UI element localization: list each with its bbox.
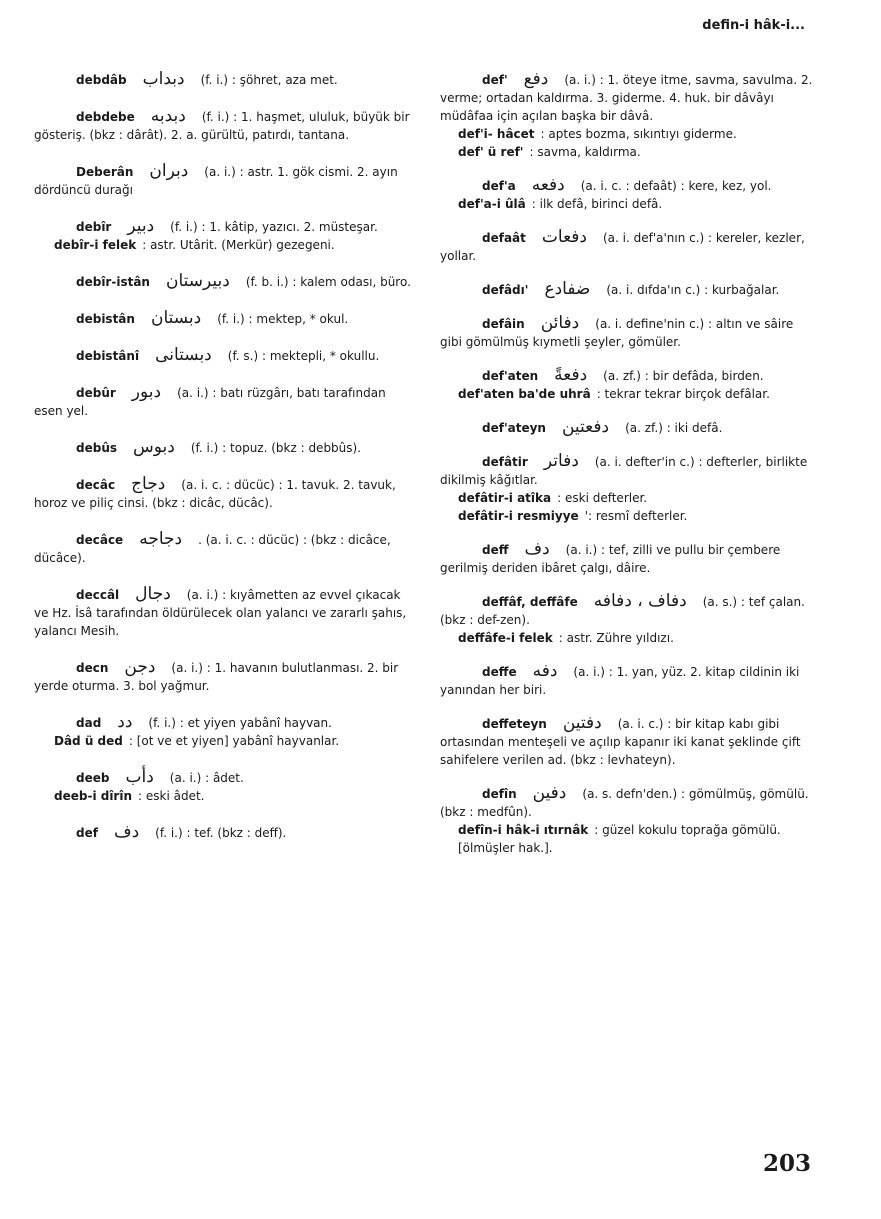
sub-entry-headword: debîr-i felek: [54, 238, 137, 252]
entry-arabic-script: دجاج: [131, 474, 166, 494]
dictionary-entry: [34, 585, 412, 640]
entry-definition: [34, 70, 412, 89]
dictionary-entry: [440, 70, 814, 161]
entry-definition: [440, 784, 814, 821]
entry-definition: [440, 452, 814, 489]
entry-headword: def'a: [482, 179, 516, 193]
dictionary-entry: [34, 309, 412, 328]
entry-text: (a. zf.) : bir defâda, birden.: [603, 369, 764, 383]
sub-entry-text: : tekrar tekrar birçok defâlar.: [596, 387, 770, 401]
entry-text: (f. b. i.) : kalem odası, büro.: [245, 275, 411, 289]
entry-text: (a. i.) : 1. öteye itme, savma, savulma. 2. verme; ortadan kaldırma. 3. giderme. 4. huk. bir dâvâyı müdâfaa için açılan başka bir dâvâ.: [440, 73, 813, 123]
entry-definition: [34, 585, 412, 640]
entry-definition: [440, 280, 814, 299]
sub-entry: [440, 629, 814, 647]
sub-entry: [34, 236, 412, 254]
entry-headword: debistânî: [76, 349, 140, 363]
entry-headword: deff: [482, 543, 509, 557]
sub-entry-headword: def' ü ref': [458, 145, 524, 159]
entry-headword: debîr: [76, 220, 112, 234]
entry-arabic-script: دجاجه: [139, 529, 183, 549]
entry-definition: [440, 662, 814, 699]
entry-headword: decâc: [76, 478, 116, 492]
dictionary-entry: [34, 768, 412, 805]
sub-entry-text: : güzel kokulu toprağa gömülü. [ölmüşler hak.].: [458, 823, 781, 855]
entry-arabic-script: دبيرستان: [165, 271, 230, 291]
entry-definition: [34, 658, 412, 695]
dictionary-entry: [34, 272, 412, 291]
entry-definition: [34, 768, 412, 787]
sub-entry-headword: deffâfe-i felek: [458, 631, 553, 645]
sub-entry-text: : astr. Utârit. (Merkür) gezegeni.: [142, 238, 335, 252]
entry-text: (a. i.) : tef, zilli ve pullu bir çembere gerilmiş deriden ibâret çalgı, dâire.: [440, 543, 781, 575]
entry-text: (f. i.) : 1. haşmet, ululuk, büyük bir gösteriş. (bkz : dârât). 2. a. gürültü, patırdı, tantana.: [34, 110, 410, 142]
dictionary-entry: [34, 823, 412, 842]
sub-entry-text: : astr. Zühre yıldızı.: [558, 631, 674, 645]
entry-headword: deccâl: [76, 588, 120, 602]
right-column: [440, 70, 814, 872]
dictionary-entry: [440, 366, 814, 403]
sub-entry: [440, 507, 814, 525]
entry-headword: def': [482, 73, 508, 87]
entry-arabic-script: دفعتين: [561, 417, 610, 437]
entry-headword: debdâb: [76, 73, 127, 87]
entry-text: (f. i.) : et yiyen yabânî hayvan.: [148, 716, 332, 730]
entry-definition: [34, 309, 412, 328]
sub-entry: [440, 125, 814, 143]
entry-text: (f. i.) : topuz. (bkz : debbûs).: [190, 441, 362, 455]
dictionary-entry: [34, 383, 412, 420]
entry-definition: [440, 418, 814, 437]
entry-arabic-script: دجال: [135, 584, 171, 604]
entry-definition: [34, 530, 412, 567]
sub-entry-text: : ilk defâ, birinci defâ.: [531, 197, 663, 211]
dictionary-entry: [34, 70, 412, 89]
entry-headword: defâdı': [482, 283, 529, 297]
entry-definition: [34, 823, 412, 842]
entry-arabic-script: دفين: [532, 783, 567, 803]
entry-text: (f. s.) : mektepli, * okullu.: [227, 349, 380, 363]
dictionary-entry: [440, 452, 814, 525]
sub-entry-text: : eski âdet.: [138, 789, 205, 803]
sub-entry-text: : [ot ve et yiyen] yabânî hayvanlar.: [128, 734, 340, 748]
entry-definition: [440, 228, 814, 265]
entry-definition: [34, 383, 412, 420]
entry-definition: [34, 162, 412, 199]
entry-definition: [440, 540, 814, 577]
entry-arabic-script: دبير: [127, 216, 155, 236]
entry-arabic-script: دفائن: [540, 313, 580, 333]
entry-text: . (a. i. c. : dücüc) : (bkz : dicâce, dücâce).: [34, 533, 391, 565]
entry-arabic-script: دبستان: [150, 308, 202, 328]
entry-text: (a. i.) : 1. havanın bulutlanması. 2. bir yerde oturma. 3. bol yağmur.: [34, 661, 399, 693]
sub-entry-headword: defâtir-i atîka: [458, 491, 552, 505]
sub-entry-text: : savma, kaldırma.: [529, 145, 641, 159]
running-head: defin-i hâk-i...: [702, 18, 805, 33]
entry-headword: decn: [76, 661, 109, 675]
entry-definition: [34, 475, 412, 512]
entry-arabic-script: دف: [524, 539, 550, 559]
sub-entry-text: : aptes bozma, sıkıntıyı giderme.: [540, 127, 737, 141]
dictionary-entry: [440, 314, 814, 351]
sub-entry: [440, 143, 814, 161]
sub-entry-headword: def'aten ba'de uhrâ: [458, 387, 591, 401]
entry-headword: defâtir: [482, 455, 528, 469]
entry-headword: dad: [76, 716, 102, 730]
entry-text: (f. i.) : tef. (bkz : deff).: [155, 826, 287, 840]
sub-entry: [34, 787, 412, 805]
entry-arabic-script: دفه: [532, 661, 558, 681]
sub-entry-headword: def'i- hâcet: [458, 127, 535, 141]
entry-text: (a. i.) : 1. yan, yüz. 2. kitap cildinin iki yanından her biri.: [440, 665, 800, 697]
entry-arabic-script: دفع: [523, 69, 549, 89]
entry-arabic-script: دفعه: [531, 175, 565, 195]
entry-arabic-script: دبوس: [133, 437, 175, 457]
entry-text: (a. i. defter'in c.) : defterler, birlikte dikilmiş kâğıtlar.: [440, 455, 808, 487]
entry-definition: [34, 438, 412, 457]
entry-text: (a. i.) : astr. 1. gök cismi. 2. ayın dördüncü durağı: [34, 165, 398, 197]
entry-headword: defâin: [482, 317, 525, 331]
entry-arabic-script: دأب: [125, 767, 154, 787]
entry-headword: def: [76, 826, 98, 840]
sub-entry: [440, 821, 814, 857]
entry-arabic-script: دبور: [131, 382, 162, 402]
entry-arabic-script: دفاف ، دفافه: [593, 591, 687, 611]
dictionary-entry: [440, 784, 814, 857]
entry-definition: [34, 713, 412, 732]
sub-entry: [440, 195, 814, 213]
entry-text: (f. i.) : mektep, * okul.: [217, 312, 349, 326]
dictionary-entry: [34, 346, 412, 365]
entry-text: (a. i.) : âdet.: [169, 771, 244, 785]
entry-arabic-script: دفتين: [562, 713, 602, 733]
entry-headword: deeb: [76, 771, 110, 785]
dictionary-entry: [440, 418, 814, 437]
entry-definition: [34, 346, 412, 365]
sub-entry: [34, 732, 412, 750]
entry-text: (a. i. c. : dücüc) : 1. tavuk. 2. tavuk, horoz ve piliç cinsi. (bkz : dicâc, dücâc).: [34, 478, 396, 510]
dictionary-entry: [440, 176, 814, 213]
entry-headword: defîn: [482, 787, 517, 801]
dictionary-entry: [34, 217, 412, 254]
sub-entry: [440, 489, 814, 507]
entry-headword: debûs: [76, 441, 118, 455]
entry-text: (a. i. def'a'nın c.) : kereler, kezler, yollar.: [440, 231, 805, 263]
entry-text: (a. s. defn'den.) : gömülmüş, gömülü. (bkz : medfûn).: [440, 787, 809, 819]
entry-arabic-script: دفعةً: [554, 365, 588, 385]
dictionary-entry: [440, 540, 814, 577]
entry-definition: [440, 592, 814, 629]
entry-headword: deffâf, deffâfe: [482, 595, 578, 609]
entry-text: (a. s.) : tef çalan. (bkz : def-zen).: [440, 595, 805, 627]
entry-arabic-script: دف: [113, 822, 140, 842]
entry-headword: Deberân: [76, 165, 134, 179]
entry-headword: def'aten: [482, 369, 539, 383]
entry-arabic-script: دبدبه: [150, 106, 186, 126]
entry-arabic-script: دد: [117, 712, 133, 732]
entry-text: (a. i. define'nin c.) : altın ve sâire gibi gömülmüş kıymetli şeyler, gömüler.: [440, 317, 794, 349]
left-column: [34, 70, 412, 860]
sub-entry-headword: defîn-i hâk-i ıtırnâk: [458, 823, 589, 837]
entry-headword: debistân: [76, 312, 135, 326]
entry-arabic-script: دبران: [149, 161, 189, 181]
entry-definition: [34, 272, 412, 291]
sub-entry-headword: Dâd ü ded: [54, 734, 123, 748]
entry-arabic-script: دفاتر: [543, 451, 579, 471]
entry-headword: debûr: [76, 386, 116, 400]
entry-headword: decâce: [76, 533, 124, 547]
dictionary-entry: [440, 228, 814, 265]
dictionary-entry: [440, 592, 814, 647]
entry-text: (a. i.) : batı rüzgârı, batı tarafından esen yel.: [34, 386, 386, 418]
dictionary-entry: [440, 280, 814, 299]
entry-headword: deffeteyn: [482, 717, 547, 731]
entry-headword: debdebe: [76, 110, 135, 124]
entry-headword: deffe: [482, 665, 517, 679]
dictionary-entry: [34, 530, 412, 567]
entry-text: (a. i. c.) : bir kitap kabı gibi ortasından menteşeli ve açılıp kapanır iki kanat şeklinde çift sahifelere verilen ad. (bkz : levhateyn).: [440, 717, 801, 767]
entry-definition: [440, 314, 814, 351]
entry-headword: def'ateyn: [482, 421, 546, 435]
entry-arabic-script: دبداب: [142, 69, 185, 89]
entry-definition: [440, 176, 814, 195]
entry-headword: defaât: [482, 231, 526, 245]
dictionary-entry: [34, 162, 412, 199]
entry-definition: [34, 217, 412, 236]
dictionary-entry: [34, 713, 412, 750]
entry-definition: [440, 70, 814, 125]
entry-text: (a. zf.) : iki defâ.: [625, 421, 723, 435]
sub-entry: [440, 385, 814, 403]
entry-definition: [440, 714, 814, 769]
sub-entry-headword: def'a-i ûlâ: [458, 197, 526, 211]
entry-text: (a. i. dıfda'ın c.) : kurbağalar.: [606, 283, 780, 297]
sub-entry-headword: deeb-i dîrîn: [54, 789, 133, 803]
entry-arabic-script: ضفادع: [544, 279, 591, 299]
dictionary-entry: [34, 658, 412, 695]
entry-text: (f. i.) : şöhret, aza met.: [200, 73, 338, 87]
entry-definition: [34, 107, 412, 144]
entry-arabic-script: دفعات: [541, 227, 587, 247]
page-number: 203: [762, 1150, 811, 1177]
sub-entry-headword: defâtir-i resmiyye: [458, 509, 579, 523]
entry-arabic-script: دبستانى: [155, 345, 212, 365]
dictionary-entry: [34, 475, 412, 512]
sub-entry-text: ': resmî defterler.: [584, 509, 688, 523]
entry-text: (a. i. c. : defaât) : kere, kez, yol.: [580, 179, 772, 193]
dictionary-entry: [440, 714, 814, 769]
entry-headword: debîr-istân: [76, 275, 150, 289]
dictionary-entry: [34, 107, 412, 144]
sub-entry-text: : eski defterler.: [557, 491, 648, 505]
entry-definition: [440, 366, 814, 385]
dictionary-entry: [440, 662, 814, 699]
dictionary-entry: [34, 438, 412, 457]
entry-text: (a. i.) : kıyâmetten az evvel çıkacak ve Hz. İsâ tarafından öldürülecek olan yalancı ve zararlı şahıs, yalancı Mesih.: [34, 588, 407, 638]
entry-text: (f. i.) : 1. kâtip, yazıcı. 2. müsteşar.: [170, 220, 378, 234]
entry-arabic-script: دجن: [124, 657, 156, 677]
